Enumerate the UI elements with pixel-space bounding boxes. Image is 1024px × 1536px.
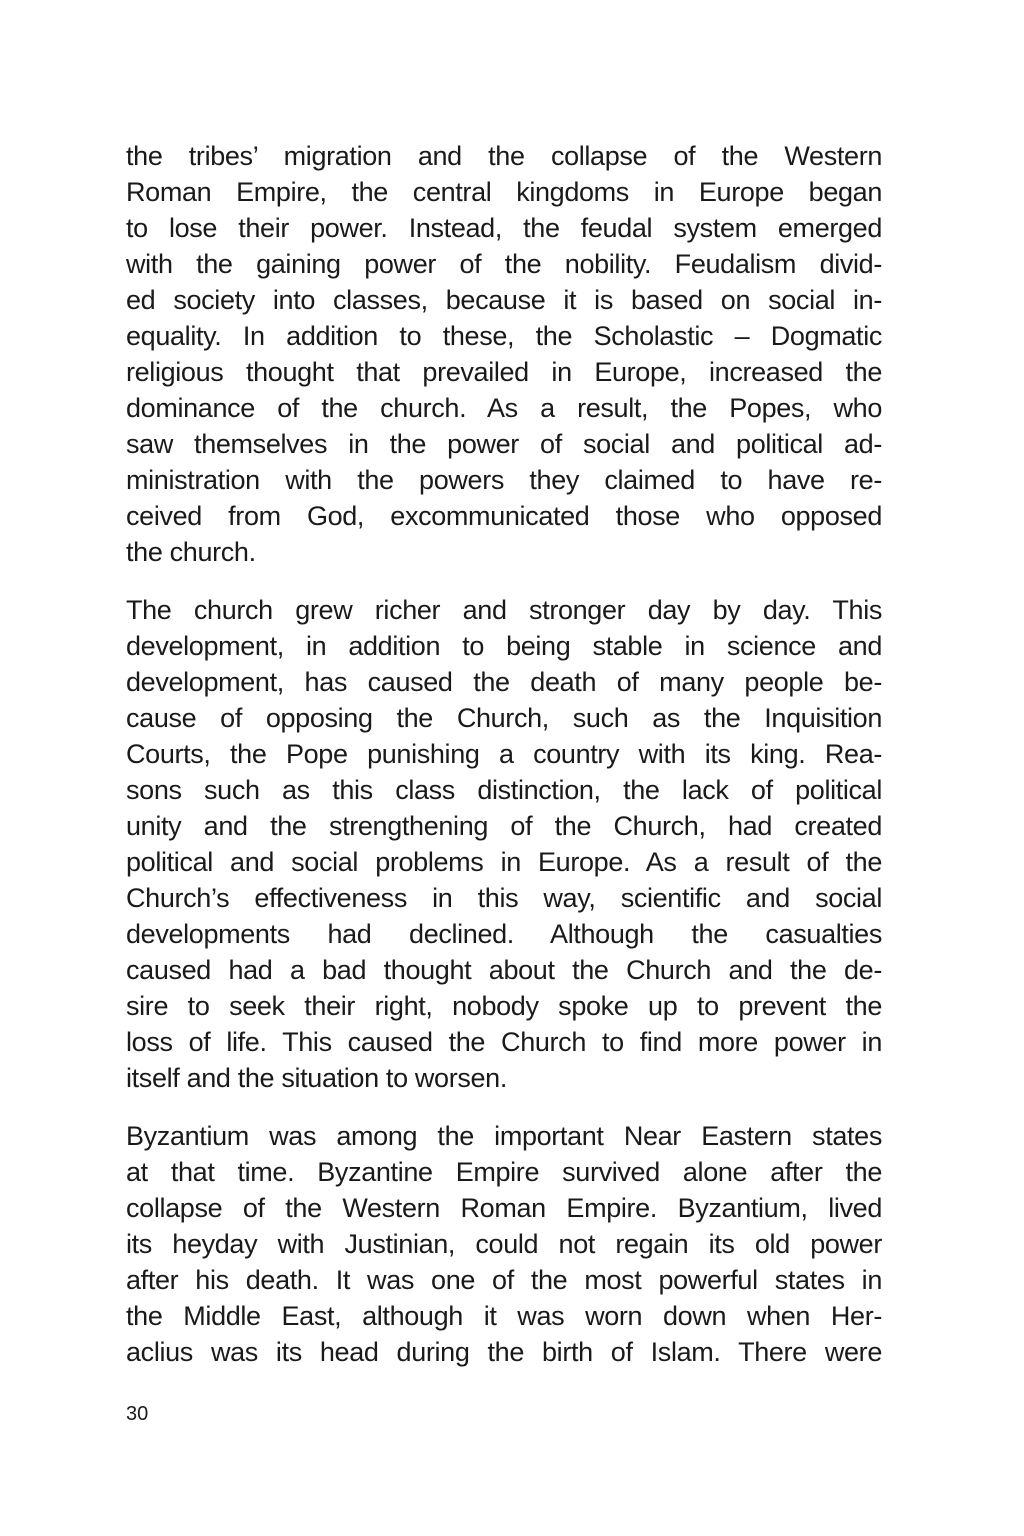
text-line: Church’s effectiveness in this way, scientific and social [126, 883, 882, 913]
text-line: ed society into classes, because it is based on social in- [126, 285, 882, 315]
text-line: after his death. It was one of the most powerful states in [126, 1265, 882, 1295]
text-line: Byzantium was among the important Near Eastern states [126, 1121, 882, 1151]
text-line: sons such as this class distinction, the lack of political [126, 775, 882, 805]
text-line: sire to seek their right, nobody spoke up to prevent the [126, 991, 882, 1021]
text-line: its heyday with Justinian, could not regain its old power [126, 1229, 882, 1259]
text-line: developments had declined. Although the casualties [126, 919, 882, 949]
text-line: the church. [126, 537, 256, 567]
page-body [126, 138, 882, 1392]
text-line: loss of life. This caused the Church to find more power in [126, 1027, 882, 1057]
text-line: cause of opposing the Church, such as the Inquisition [126, 703, 882, 733]
text-line: development, in addition to being stable in science and [126, 631, 882, 661]
text-line: ministration with the powers they claimed to have re- [126, 465, 882, 495]
text-line: religious thought that prevailed in Europe, increased the [126, 357, 882, 387]
text-line: development, has caused the death of many people be- [126, 667, 882, 697]
text-line: political and social problems in Europe. As a result of the [126, 847, 882, 877]
text-line: Courts, the Pope punishing a country with its king. Rea- [126, 739, 882, 769]
text-line: at that time. Byzantine Empire survived alone after the [126, 1157, 882, 1187]
text-line: the tribes’ migration and the collapse of the Western [126, 141, 882, 171]
text-line: with the gaining power of the nobility. Feudalism divid- [126, 249, 882, 279]
text-line: to lose their power. Instead, the feudal system emerged [126, 213, 882, 243]
text-line: aclius was its head during the birth of Islam. There were [126, 1337, 882, 1367]
paragraph [126, 592, 882, 1096]
page-number: 30 [126, 1403, 149, 1425]
text-line: itself and the situation to worsen. [126, 1063, 507, 1093]
text-line: the Middle East, although it was worn down when Her- [126, 1301, 882, 1331]
text-line: The church grew richer and stronger day by day. This [126, 595, 882, 625]
paragraph [126, 138, 882, 570]
text-line: Roman Empire, the central kingdoms in Europe began [126, 177, 882, 207]
text-line: dominance of the church. As a result, the Popes, who [126, 393, 882, 423]
text-line: equality. In addition to these, the Scholastic – Dogmatic [126, 321, 882, 351]
text-line: caused had a bad thought about the Church and the de- [126, 955, 882, 985]
text-line: unity and the strengthening of the Church, had created [126, 811, 882, 841]
text-line: collapse of the Western Roman Empire. Byzantium, lived [126, 1193, 882, 1223]
paragraph [126, 1118, 882, 1370]
text-line: saw themselves in the power of social and political ad- [126, 429, 882, 459]
text-line: ceived from God, excommunicated those who opposed [126, 501, 882, 531]
